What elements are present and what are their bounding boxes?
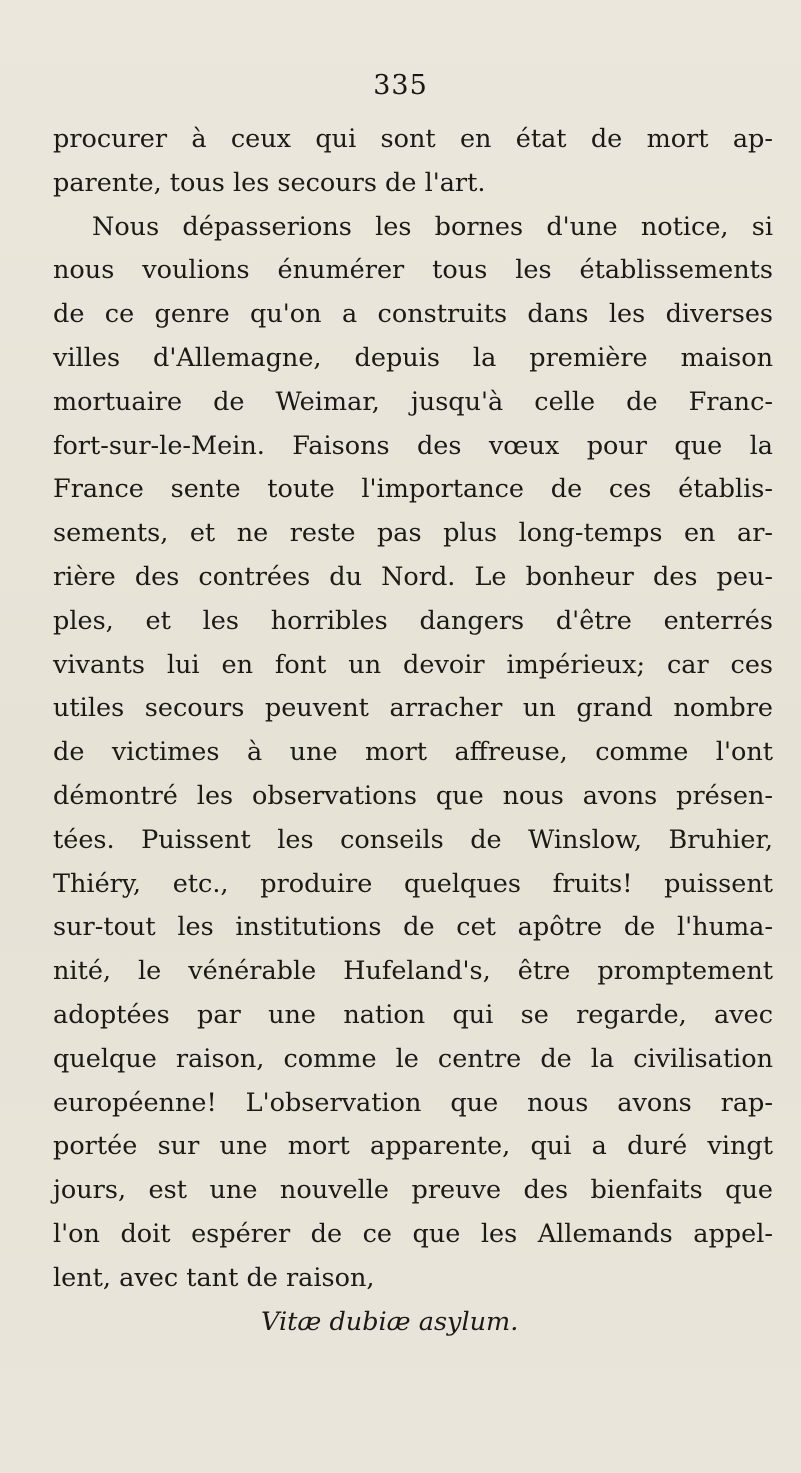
text-line: de victimes à une mort affreuse, comme l'ont — [53, 737, 773, 768]
text-line: fort-sur-le-Mein. Faisons des vœux pour que la — [53, 430, 773, 461]
text-line: de ce genre qu'on a construits dans les diverses — [53, 299, 773, 330]
text-line: nous voulions énumérer tous les établissements — [53, 255, 773, 286]
text-line: démontré les observations que nous avons présen- — [53, 780, 773, 811]
text-line: Thiéry, etc., produire quelques fruits! puissent — [53, 868, 773, 899]
text-line: utiles secours peuvent arracher un grand nombre — [53, 693, 773, 724]
latin-quote: Vitæ dubiæ asylum. — [261, 1306, 519, 1337]
text-line: mortuaire de Weimar, jusqu'à celle de Franc- — [53, 386, 773, 417]
page-number: 335 — [373, 70, 428, 101]
text-line: sements, et ne reste pas plus long-temps en ar- — [53, 518, 773, 549]
text-line: l'on doit espérer de ce que les Allemands appel- — [53, 1218, 773, 1249]
text-line: quelque raison, comme le centre de la civilisation — [53, 1043, 773, 1074]
text-line: lent, avec tant de raison, — [53, 1262, 375, 1293]
text-line: sur-tout les institutions de cet apôtre de l'huma- — [53, 912, 773, 943]
text-line: portée sur une mort apparente, qui a duré vingt — [53, 1131, 773, 1162]
text-line: parente, tous les secours de l'art. — [53, 167, 486, 198]
text-line: procurer à ceux qui sont en état de mort ap- — [53, 124, 773, 154]
text-line: nité, le vénérable Hufeland's, être promptement — [53, 956, 773, 987]
text-line: ples, et les horribles dangers d'être enterrés — [53, 605, 773, 636]
text-line: tées. Puissent les conseils de Winslow, Bruhier, — [53, 824, 773, 855]
text-line: européenne! L'observation que nous avons rap- — [53, 1087, 773, 1118]
text-line: rière des contrées du Nord. Le bonheur des peu- — [53, 561, 773, 592]
text-line: jours, est une nouvelle preuve des bienfaits que — [53, 1175, 773, 1206]
text-line: villes d'Allemagne, depuis la première maison — [53, 342, 773, 373]
text-line: vivants lui en font un devoir impérieux; car ces — [53, 649, 773, 680]
text-line: adoptées par une nation qui se regarde, avec — [53, 999, 773, 1030]
body-text — [53, 118, 773, 1344]
text-line: France sente toute l'importance de ces établis- — [53, 474, 773, 505]
text-line: Nous dépasserions les bornes d'une notice, si — [92, 211, 773, 242]
